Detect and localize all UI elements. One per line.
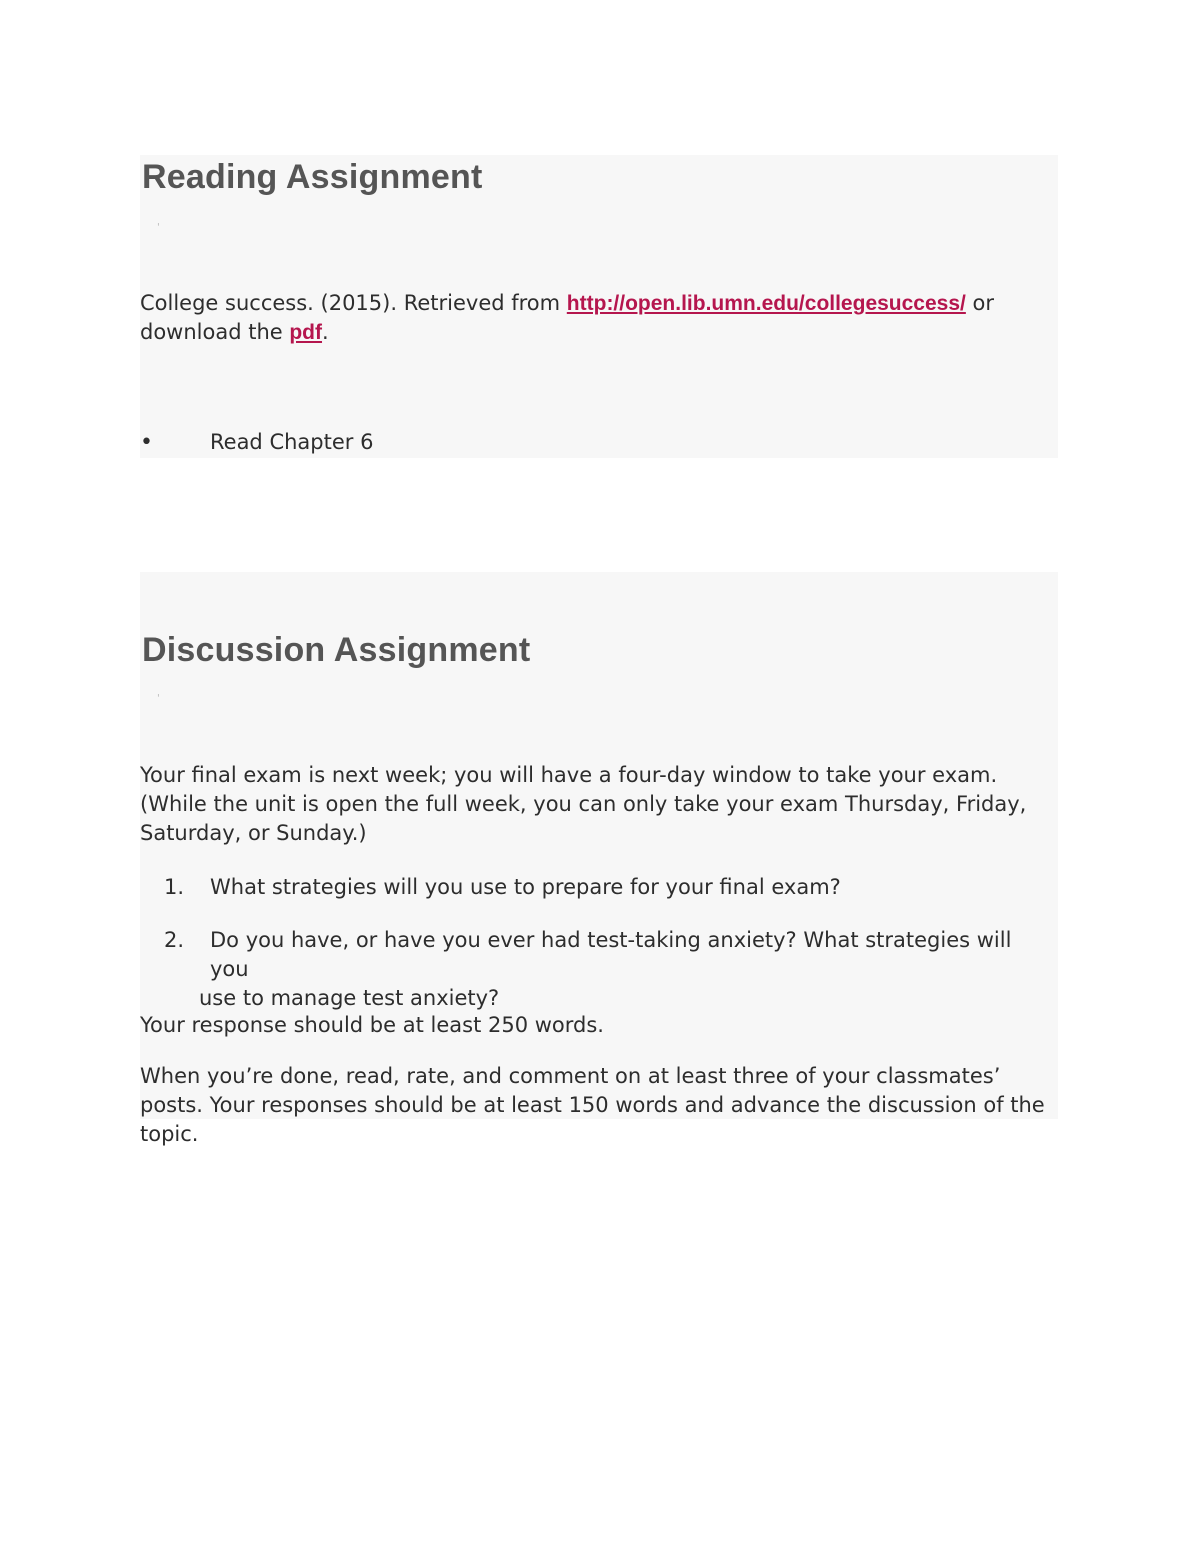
- citation-prefix: College success. (2015). Retrieved from: [140, 291, 567, 315]
- question-text: [164, 926, 1054, 1013]
- citation-suffix: .: [322, 320, 329, 344]
- bullet-icon: •: [140, 430, 153, 455]
- discussion-question-1: [164, 873, 1054, 902]
- question-text-line-1: Do you have, or have you ever had test-taking anxiety? What strategies will you: [210, 928, 1012, 981]
- pdf-link[interactable]: pdf: [289, 321, 323, 344]
- question-number: 2.: [164, 928, 185, 952]
- collegesuccess-link[interactable]: http://open.lib.umn.edu/collegesuccess/: [566, 292, 966, 315]
- question-number: 1.: [164, 875, 185, 899]
- reading-tick-mark: ': [157, 222, 160, 233]
- response-length-note: Your response should be at least 250 words.: [140, 1013, 604, 1037]
- reading-citation: [140, 289, 1040, 347]
- discussion-intro: Your final exam is next week; you will have a four-day window to take your exam. (While the unit is open the full week, you can only take your exam Thursday, Friday, Saturday, or Sunday.): [140, 763, 1027, 845]
- reading-list-item-text: Read Chapter 6: [210, 430, 374, 454]
- question-text-line-2: use to manage test anxiety?: [199, 986, 500, 1010]
- question-text: What strategies will you use to prepare for your final exam?: [210, 875, 841, 899]
- discussion-tick-mark: ': [157, 693, 160, 704]
- citation-mid: or download the: [140, 291, 995, 344]
- reading-assignment-heading: Reading Assignment: [142, 158, 483, 196]
- discussion-question-2: [164, 926, 1054, 1013]
- peer-response-instructions: When you’re done, read, rate, and comment on at least three of your classmates’ posts. Your responses should be at least 150 words and advance the discussion of the topic.: [140, 1064, 1045, 1146]
- discussion-assignment-heading: Discussion Assignment: [142, 631, 531, 669]
